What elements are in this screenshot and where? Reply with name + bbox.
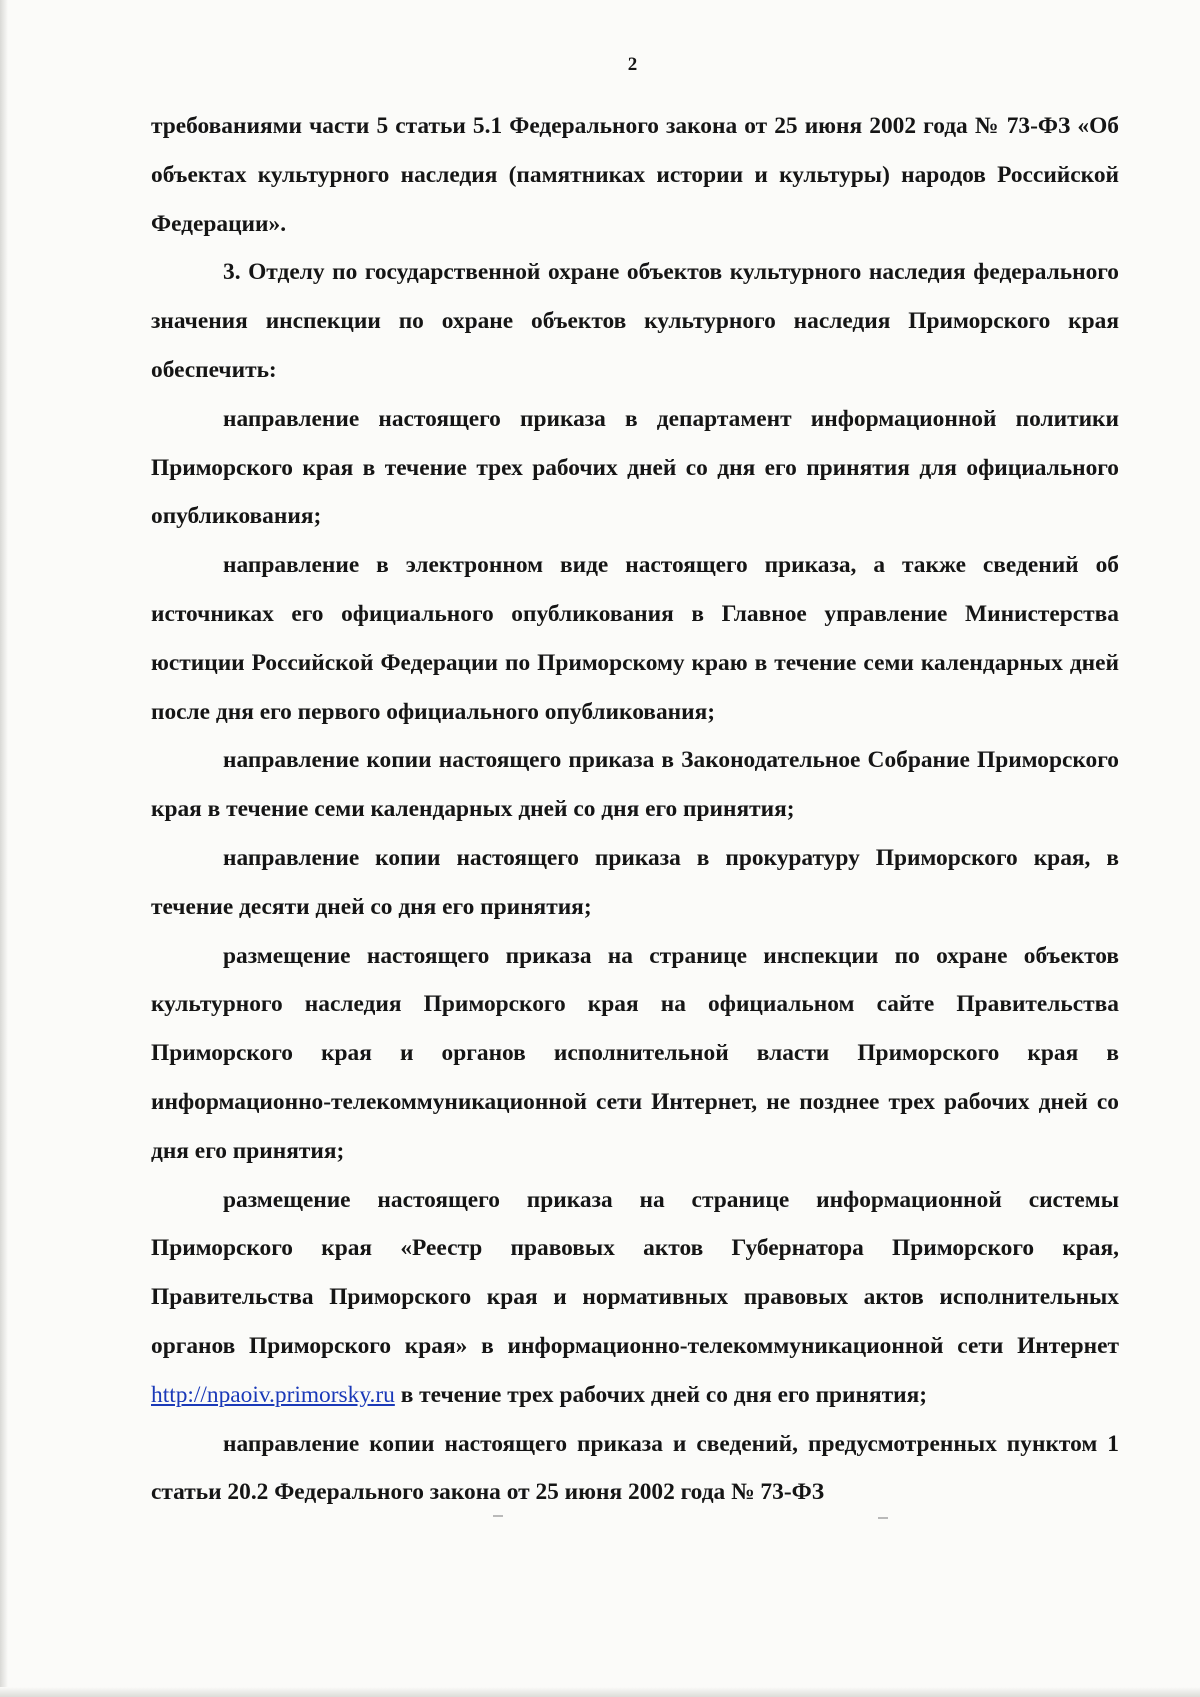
scan-mark [493,1515,503,1517]
paragraph-official-site: размещение настоящего приказа на странице инспекции по охране объектов культурного наследия Приморского края на официальном сайте Правительства Приморского края и органов исполнительной власти Приморского края в информационно-телекоммуникационной сети Интернет, не позднее трех рабочих дней со дня его принятия; [151,942,1119,1164]
paragraph-continuation: требованиями части 5 статьи 5.1 Федерального закона от 25 июня 2002 года № 73-ФЗ «Об объектах культурного наследия (памятниках истории и культуры) народов Российской Федерации». [151,113,1119,237]
paragraph-legislative-assembly: направление копии настоящего приказа в Законодательное Собрание Приморского края в течение семи календарных дней со дня его принятия; [151,747,1119,823]
registry-link[interactable]: http://npaoiv.primorsky.ru [151,1381,395,1408]
paragraph-prosecutor: направление копии настоящего приказа в прокуратуру Приморского края, в течение десяти дней со дня его принятия; [151,844,1119,920]
paragraph-legal-registry [151,1176,1119,1420]
document-body [151,102,1119,1517]
paragraph-info-policy: направление настоящего приказа в департамент информационной политики Приморского края в течение трех рабочих дней со дня его принятия для официального опубликования; [151,405,1119,530]
paragraph-item-3: 3. Отделу по государственной охране объектов культурного наследия федерального значения инспекции по охране объектов культурного наследия Приморского края обеспечить: [151,259,1119,383]
paragraph-final: направление копии настоящего приказа и сведений, предусмотренных пунктом 1 статьи 20.2 Федерального закона от 25 июня 2002 года № 73-ФЗ [151,1430,1119,1506]
scan-bottom-edge [0,1687,1200,1697]
registry-text-before-link: размещение настоящего приказа на странице информационной системы Приморского края «Реестр правовых актов Губернатора Приморского края, Правительства Приморского края и нормативных правовых актов исполнительных органов Приморского края» в информационно-телекоммуникационной сети Интернет [151,1186,1119,1359]
scan-left-edge [0,0,8,1697]
registry-text-after-link: в течение трех рабочих дней со дня его принятия; [394,1381,928,1408]
paragraph-ministry-justice: направление в электронном виде настоящего приказа, а также сведений об источниках его официального опубликования в Главное управление Министерства юстиции Российской Федерации по Приморскому краю в течение семи календарных дней после дня его первого официального опубликования; [151,552,1119,725]
scan-mark [878,1517,888,1519]
page-number: 2 [627,54,638,75]
